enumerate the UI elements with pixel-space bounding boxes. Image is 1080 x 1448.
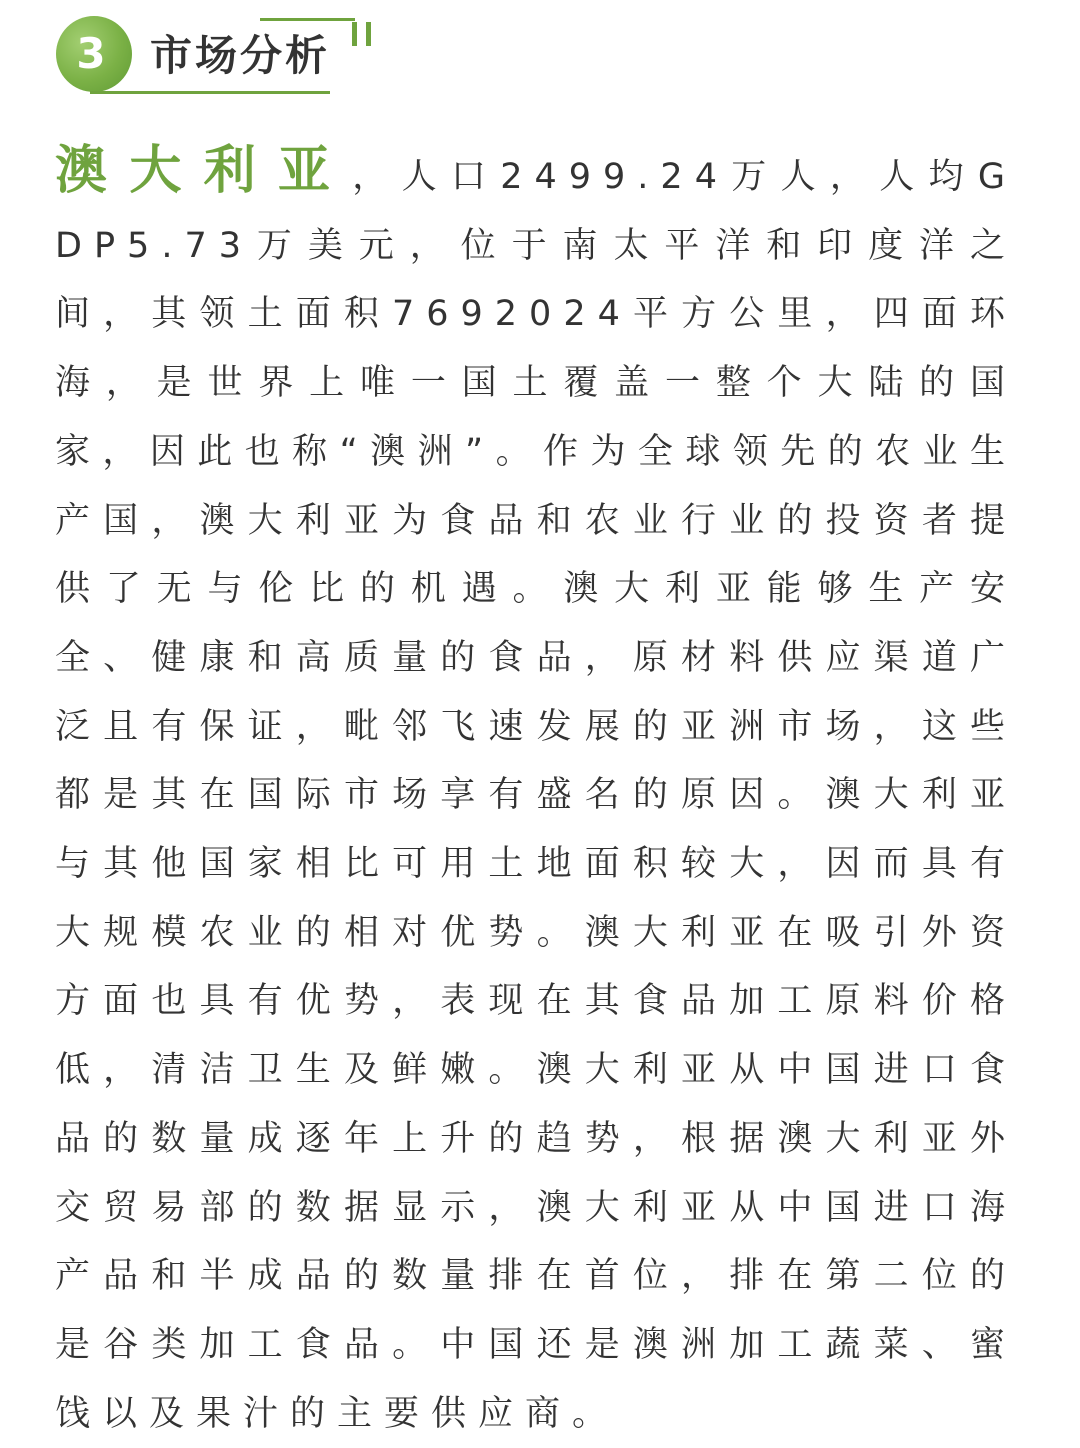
section-header <box>0 0 1080 110</box>
section-title-underline <box>90 91 330 94</box>
article-lead-highlight: 澳大利亚 <box>55 141 353 201</box>
section-number-badge: 3 <box>56 16 132 92</box>
decorative-top-line <box>260 18 355 21</box>
decorative-bar <box>366 22 371 46</box>
decorative-bar <box>352 22 357 46</box>
article-paragraph <box>55 137 1017 1448</box>
section-title: 市场分析 <box>150 31 331 80</box>
article-body-text: ，人口2499.24万人，人均GDP5.73万美元，位于南太平洋和印度洋之间，其领土面积7692024平方公里，四面环海，是世界上唯一国土覆盖一整个大陆的国家，因此也称“澳洲”。作为全球领先的农业生产国，澳大利亚为食品和农业行业的投资者提供了无与伦比的机遇。澳大利亚能够生产安全、健康和高质量的食品，原材料供应渠道广泛且有保证，毗邻飞速发展的亚洲市场，这些都是其在国际市场享有盛名的原因。澳大利亚与其他国家相比可用土地面积较大，因而具有大规模农业的相对优势。澳大利亚在吸引外资方面也具有优势，表现在其食品加工原料价格低，清洁卫生及鲜嫩。澳大利亚从中国进口食品的数量成逐年上升的趋势，根据澳大利亚外交贸易部的数据显示，澳大利亚从中国进口海产品和半成品的数量排在首位，排在第二位的是谷类加工食品。中国还是澳洲加工蔬菜、蜜饯以及果汁的主要供应商。 <box>55 157 1017 1434</box>
